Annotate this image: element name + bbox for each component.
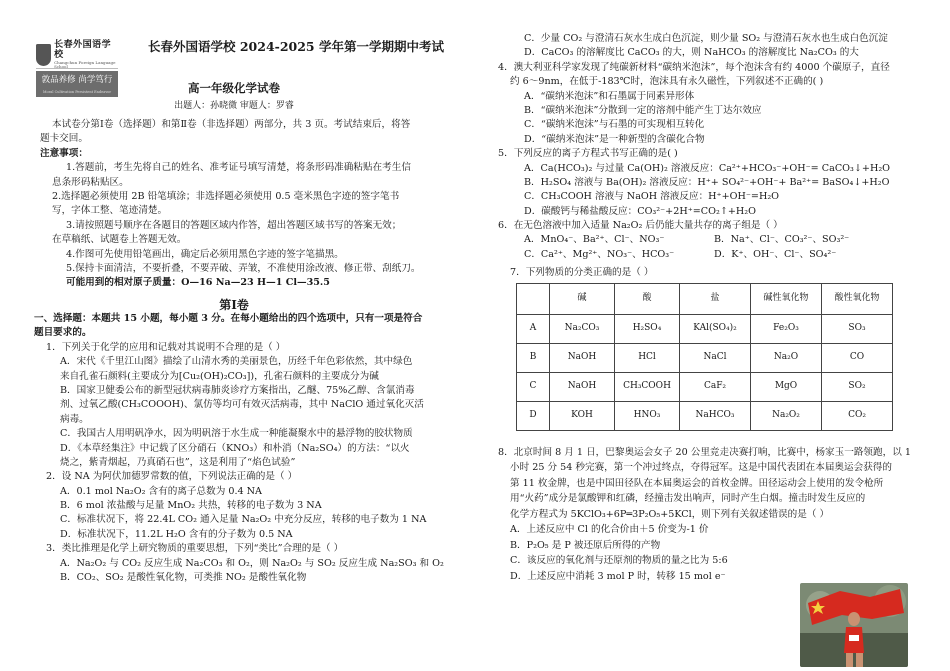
table-header: 酸性氧化物 — [822, 283, 893, 314]
option-c: C．Ca²⁺、Mg²⁺、NO₃⁻、HCO₃⁻ — [524, 248, 675, 260]
exam-title: 长春外国语学校 2024-2025 学年第一学期期中考试 — [148, 39, 444, 54]
option-b: B．P₂O₅ 是 P 被还原后所得的产物 — [510, 539, 661, 551]
question-stem: 6．在无色溶液中加入适量 Na₂O₂ 后仍能大量共存的离子组是（ ） — [498, 220, 783, 232]
table-header-row — [517, 283, 893, 314]
authors-line: 出题人：孙晓微 审题人：罗睿 — [174, 101, 294, 111]
intro-line: 本试卷分第Ⅰ卷（选择题）和第Ⅱ卷（非选择题）两部分，共 3 页。考试结束后，将答 — [52, 119, 411, 130]
exam-subtitle: 高一年级化学试卷 — [188, 81, 280, 95]
table-cell: CO — [822, 343, 893, 372]
question-stem: 第 11 枚金牌，也是中国田径队在本届奥运会的首枚金牌。田径运动会上使用的发令枪所 — [510, 477, 884, 489]
note-line: 5.保持卡面清洁，不要折叠，不要弄破、弄皱，不准使用涂改液、修正带、刮纸刀。 — [66, 262, 421, 274]
question-stem: 5．下列反应的离子方程式书写正确的是( ) — [498, 148, 678, 160]
question-stem: 用“火药”成分是氯酸钾和红磷，经撞击发出响声，同时产生白烟。撞击时发生反应的 — [510, 493, 866, 505]
option-d: D．K⁺、OH⁻、Cl⁻、SO₄²⁻ — [714, 248, 837, 260]
option-text: 剂、过氧乙酸(CH₃COOOH)、氯仿等均可有效灭活病毒，其中 NaClO 通过氧化灭活 — [60, 399, 424, 411]
table-cell: Na₂CO₃ — [550, 314, 615, 343]
table-header: 酸 — [615, 283, 680, 314]
question-stem: 2．设 NA 为阿伏加德罗常数的值，下列说法正确的是（ ） — [46, 471, 298, 483]
question-stem: 约 6～9nm，在低于-183℃时，泡沫具有永久磁性，下列叙述不正确的( ) — [510, 76, 824, 88]
table-cell: NaCl — [680, 343, 751, 372]
atomic-mass: 可能用到的相对原子质量：O—16 Na—23 H—1 Cl—35.5 — [66, 277, 330, 289]
question-stem: 化学方程式为 5KClO₃+6P═3P₂O₅+5KCl，则下列有关叙述错误的是（ ） — [510, 508, 830, 520]
table-cell: D — [517, 401, 550, 430]
note-line: 写，字体工整、笔迹清楚。 — [52, 205, 168, 217]
table-cell: SO₂ — [822, 372, 893, 401]
table-cell: Na₂O — [751, 343, 822, 372]
note-line: 1.答题前，考生先将自己的姓名、准考证号填写清楚，将条形码准确粘贴在考生信 — [66, 162, 411, 174]
option-b: B．Na⁺、Cl⁻、CO₃²⁻、SO₃²⁻ — [714, 234, 850, 246]
option-d: D．《本草经集注》中记载了区分硝石（KNO₃）和朴消（Na₂SO₄）的方法：“以火 — [60, 442, 410, 454]
table-cell: KOH — [550, 401, 615, 430]
question-stem: 7．下列物质的分类正确的是（ ） — [510, 267, 654, 279]
table-cell: KAl(SO₄)₂ — [680, 314, 751, 343]
option-text: 烧之，紫青烟起，乃真硝石也”，这是利用了“焰色试验” — [60, 456, 296, 468]
option-b: B．6 mol 浓盐酸与足量 MnO₂ 共热，转移的电子数为 3 NA — [60, 500, 322, 512]
table-cell: CaF₂ — [680, 372, 751, 401]
table-cell: HNO₃ — [615, 401, 680, 430]
option-row — [498, 248, 918, 262]
question-stem: 3．类比推理是化学上研究物质的重要思想，下列“类比”合理的是（ ） — [46, 543, 344, 555]
option-b: B．H₂SO₄ 溶液与 Ba(OH)₂ 溶液反应：H⁺+ SO₄²⁻+OH⁻+ Ba²⁺= BaSO₄↓+H₂O — [524, 176, 890, 188]
option-a: A．Na₂O₂ 与 CO₂ 反应生成 Na₂CO₃ 和 O₂，则 Na₂O₂ 与 SO₂ 反应生成 Na₂SO₃ 和 O₂ — [60, 557, 444, 569]
notes-title: 注意事项： — [40, 147, 88, 159]
option-d: D．标准状况下，11.2L H₂O 含有的分子数为 0.5 NA — [60, 528, 293, 540]
table-cell: NaOH — [550, 372, 615, 401]
note-line: 4.作图可先使用铅笔画出，确定后必须用黑色字迹的签字笔描黑。 — [66, 248, 344, 260]
option-b: B．“碳纳米泡沫”分散到一定的溶剂中能产生丁达尔效应 — [524, 104, 762, 116]
option-a: A．0.1 mol Na₂O₂ 含有的离子总数为 0.4 NA — [60, 485, 262, 497]
option-b: B．CO₂、SO₂ 是酸性氧化物，可类推 NO₂ 是酸性氧化物 — [60, 572, 307, 584]
option-row — [498, 233, 918, 247]
table-cell: NaOH — [550, 343, 615, 372]
table-cell: SO₃ — [822, 314, 893, 343]
logo-name: 长春外国语学校 — [54, 40, 112, 60]
option-c: C．少量 CO₂ 与澄清石灰水生成白色沉淀，则少量 SO₂ 与澄清石灰水也生成白色沉淀 — [524, 33, 888, 44]
option-a: A．“碳纳米泡沫”和石墨属于同素异形体 — [524, 90, 695, 102]
option-text: 来自孔雀石颜料(主要成分为[Cu₂(OH)₂CO₃])，孔雀石颜料的主要成分为碱 — [60, 370, 379, 382]
option-d: D．“碳纳米泡沫”是一种新型的含碳化合物 — [524, 133, 705, 145]
option-d: D．上述反应中消耗 3 mol P 时，转移 15 mol e⁻ — [510, 570, 726, 582]
table-row — [517, 372, 893, 401]
option-c: C．标准状况下，将 22.4L CO₂ 通入足量 Na₂O₂ 中充分反应，转移的电子数为 1 NA — [60, 514, 427, 526]
section-heading: 题目要求的。 — [34, 327, 92, 339]
table-cell: HCl — [615, 343, 680, 372]
table-header: 碱性氧化物 — [751, 283, 822, 314]
table-cell: B — [517, 343, 550, 372]
option-d: D．CaCO₃ 的溶解度比 CaCO₃ 的大，则 NaHCO₃ 的溶解度比 Na₂CO₃ 的大 — [524, 47, 859, 59]
table-header: 碱 — [550, 283, 615, 314]
option-a: A．上述反应中 Cl 的化合价由＋5 价变为-1 价 — [510, 524, 709, 536]
question-stem: 1．下列关于化学的应用和记载对其说明不合理的是（ ） — [46, 341, 286, 353]
intro-block — [40, 118, 445, 291]
question-stem: 4．澳大利亚科学家发现了纯碳新材料“碳纳米泡沫”，每个泡沫含有约 4000 个碳原子，直径 — [498, 61, 890, 73]
note-line: 2.选择题必须使用 2B 铅笔填涂；非选择题必须使用 0.5 毫米黑色字迹的签字笔书 — [52, 190, 400, 202]
table-cell: MgO — [751, 372, 822, 401]
option-c: C．“碳纳米泡沫”与石墨的可实现相互转化 — [524, 119, 705, 131]
crest-icon — [36, 44, 51, 66]
option-b: B．国家卫健委公布的新型冠状病毒肺炎诊疗方案指出，乙醚、75%乙醇、含氯消毒 — [60, 384, 415, 396]
athlete-photo-image — [800, 583, 908, 667]
option-c: C．该反应的氧化剂与还原剂的物质的量之比为 5:6 — [510, 555, 728, 567]
table-cell: Fe₂O₃ — [751, 314, 822, 343]
athlete-photo — [800, 583, 908, 667]
table-row — [517, 314, 893, 343]
option-a: A．MnO₄⁻、Ba²⁺、Cl⁻、NO₃⁻ — [524, 234, 665, 246]
question-stem: 8．北京时间 8 月 1 日，巴黎奥运会女子 20 公里竞走决赛打响，比赛中，杨家玉一路领跑，以 1 — [498, 446, 911, 458]
part-one-heading: 第Ⅰ卷 — [219, 298, 249, 312]
option-a: A．宋代《千里江山图》描绘了山清水秀的美丽景色，历经千年色彩依然，其中绿色 — [60, 356, 413, 368]
option-d: D．碳酸钙与稀盐酸反应：CO₃²⁻+2H⁺=CO₂↑+H₂O — [524, 205, 757, 217]
note-line: 息条形码粘贴区。 — [52, 176, 129, 188]
table-row — [517, 401, 893, 430]
section-heading: 一、选择题：本题共 15 小题，每小题 3 分。在每小题给出的四个选项中，只有一项是符合 — [34, 313, 423, 324]
table-row — [517, 343, 893, 372]
table-cell: C — [517, 372, 550, 401]
logo-motto: 敦品养修 尚学笃行 — [36, 71, 118, 90]
question-stem: 小时 25 分 54 秒完赛，第一个冲过终点，夺得冠军。这是中国代表团在本届奥运会获得的 — [510, 462, 892, 474]
note-line: 3.请按照题号顺序在各题目的答题区域内作答，超出答题区域书写的答案无效； — [66, 219, 402, 231]
table-cell: CH₃COOH — [615, 372, 680, 401]
table-header — [517, 283, 550, 314]
table-header: 盐 — [680, 283, 751, 314]
table-cell: H₂SO₄ — [615, 314, 680, 343]
right-column — [498, 32, 918, 584]
option-c: C．CH₃COOH 溶液与 NaOH 溶液反应：H⁺+OH⁻=H₂O — [524, 191, 780, 203]
table-cell: CO₂ — [822, 401, 893, 430]
table-cell: A — [517, 314, 550, 343]
intro-line: 题卡交回。 — [40, 133, 88, 145]
question-8 — [498, 445, 918, 585]
classification-table — [516, 283, 893, 431]
option-a: A．Ca(HCO₃)₂ 与过量 Ca(OH)₂ 溶液反应：Ca²⁺+HCO₃⁻+OH⁻= CaCO₃↓+H₂O — [524, 162, 891, 174]
option-text: 病毒。 — [60, 413, 89, 425]
logo-motto-en: Moral Cultivation Persistent Endeavor — [36, 90, 118, 97]
logo-sub: Changchun Foreign Language School — [54, 59, 116, 69]
note-line: 在草稿纸、试题卷上答题无效。 — [52, 234, 187, 246]
table-cell: Na₂O₂ — [751, 401, 822, 430]
table-cell: NaHCO₃ — [680, 401, 751, 430]
option-c: C．我国古人用明矾净水，因为明矾溶于水生成一种能凝聚水中的悬浮物的胶状物质 — [60, 428, 413, 440]
questions-left — [34, 312, 446, 585]
